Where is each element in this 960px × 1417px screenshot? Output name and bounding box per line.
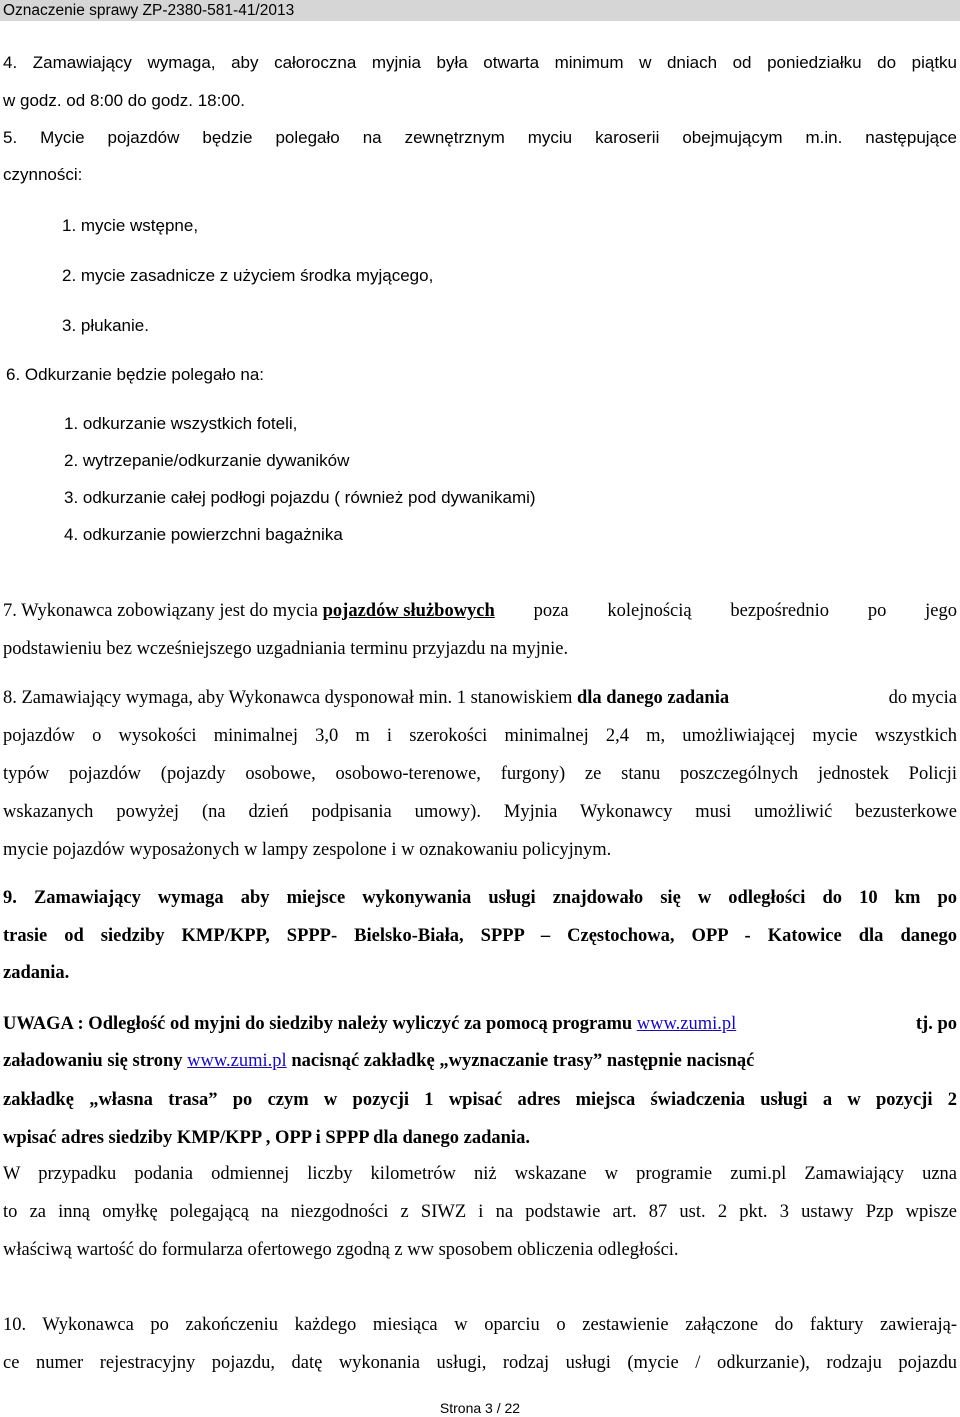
section8-line4: wskazanych powyżej (na dzień podpisania umowy). Myjnia Wykonawcy musi umożliwić bezusterkowe xyxy=(3,802,957,822)
list-item: 1. odkurzanie wszystkich foteli, xyxy=(64,414,298,433)
section6-heading: 6. Odkurzanie będzie polegało na: xyxy=(6,365,265,384)
section9-line3: zadania. xyxy=(3,963,70,983)
section10-line2: ce numer rejestracyjny pojazdu, datę wykonania usługi, rodzaj usługi (mycie / odkurzanie), rodzaju pojazdu xyxy=(3,1353,957,1373)
list-item: 1. mycie wstępne, xyxy=(62,216,199,235)
section8-text-b: do mycia xyxy=(884,688,957,708)
section7-emphasis: pojazdów służbowych xyxy=(322,601,495,621)
section8-text-a: 8. Zamawiający wymaga, aby Wykonawca dysponował min. 1 stanowiskiem xyxy=(3,688,577,708)
section7-text-b: poza kolejnością bezpośrednio po jego xyxy=(494,601,957,621)
uwaga-text-a: UWAGA : Odległość od myjni do siedziby należy wyliczyć za pomocą programu xyxy=(3,1014,637,1034)
section10-line1: 10. Wykonawca po zakończeniu każdego miesiąca w oparciu o zestawienie załączone do faktury zawierają- xyxy=(3,1315,957,1335)
section5-line1: 5. Mycie pojazdów będzie polegało na zewnętrznym myciu karoserii obejmującym m.in. następujące xyxy=(3,128,957,147)
uwaga-text-b: tj. po xyxy=(911,1014,957,1034)
section7-text-a: 7. Wykonawca zobowiązany jest do mycia xyxy=(3,601,323,621)
case-number: Oznaczenie sprawy ZP-2380-581-41/2013 xyxy=(3,2,295,19)
section8-line2: pojazdów o wysokości minimalnej 3,0 m i szerokości minimalnej 2,4 m, umożliwiającej mycie wszystkich xyxy=(3,726,957,746)
list-item: 3. odkurzanie całej podłogi pojazdu ( również pod dywanikami) xyxy=(64,488,536,507)
uwaga-line2 xyxy=(3,1050,957,1072)
page-current: 3 xyxy=(485,1400,493,1416)
list-item: 2. mycie zasadnicze z użyciem środka myjącego, xyxy=(62,266,434,285)
list-item: 4. odkurzanie powierzchni bagażnika xyxy=(64,525,343,544)
section9-line1: 9. Zamawiający wymaga aby miejsce wykonywania usługi znajdowało się w odległości do 10 km po xyxy=(3,888,957,908)
section7-line2: podstawieniu bez wcześniejszego uzgadniania terminu przyjazdu na myjnie. xyxy=(3,639,569,659)
uwaga-text-c: załadowaniu się strony xyxy=(3,1051,188,1071)
uwaga-line3: zakładkę „własna trasa” po czym w pozycji 1 wpisać adres miejsca świadczenia usługi a w pozycji 2 xyxy=(3,1090,957,1110)
zumi-link[interactable]: www.zumi.pl xyxy=(187,1051,287,1071)
zumi-link[interactable]: www.zumi.pl xyxy=(636,1014,737,1034)
section7-line1 xyxy=(3,600,957,622)
section5-line2: czynności: xyxy=(3,165,83,184)
section4-line1: 4. Zamawiający wymaga, aby całoroczna myjnia była otwarta minimum w dniach od poniedziałku do piątku xyxy=(3,53,957,72)
page-footer xyxy=(0,1400,960,1417)
document-header xyxy=(0,0,960,21)
page-label: Strona xyxy=(439,1400,482,1416)
section8-bold: dla danego zadania xyxy=(576,688,730,708)
section8-line3: typów pojazdów (pojazdy osobowe, osobowo-terenowe, furgony) ze stanu poszczególnych jednostek Policji xyxy=(3,764,957,784)
page-separator: / xyxy=(496,1400,501,1416)
note-line2: to za inną omyłkę polegającą na niezgodności z SIWZ i na podstawie art. 87 ust. 2 pkt. 3 ustawy Pzp wpisze xyxy=(3,1202,957,1222)
section9-line2: trasie od siedziby KMP/KPP, SPPP- Bielsko-Biała, SPPP – Częstochowa, OPP - Katowice dla danego xyxy=(3,926,957,946)
page-total: 22 xyxy=(504,1400,521,1416)
uwaga-line4: wpisać adres siedziby KMP/KPP , OPP i SPPP dla danego zadania. xyxy=(3,1128,530,1148)
section4-line2: w godz. od 8:00 do godz. 18:00. xyxy=(3,91,245,110)
section8-line1 xyxy=(3,687,957,709)
section8-line5: mycie pojazdów wyposażonych w lampy zespolone i w oznakowaniu policyjnym. xyxy=(3,840,612,860)
note-line1: W przypadku podania odmiennej liczby kilometrów niż wskazane w programie zumi.pl Zamawiający uzna xyxy=(3,1164,957,1184)
list-item: 2. wytrzepanie/odkurzanie dywaników xyxy=(64,451,350,470)
note-line3: właściwą wartość do formularza ofertowego zgodną z ww sposobem obliczenia odległości. xyxy=(3,1240,679,1260)
uwaga-text-d: nacisnąć zakładkę „wyznaczanie trasy” następnie nacisnąć xyxy=(286,1051,755,1071)
uwaga-line1 xyxy=(3,1013,957,1035)
list-item: 3. płukanie. xyxy=(62,316,149,335)
